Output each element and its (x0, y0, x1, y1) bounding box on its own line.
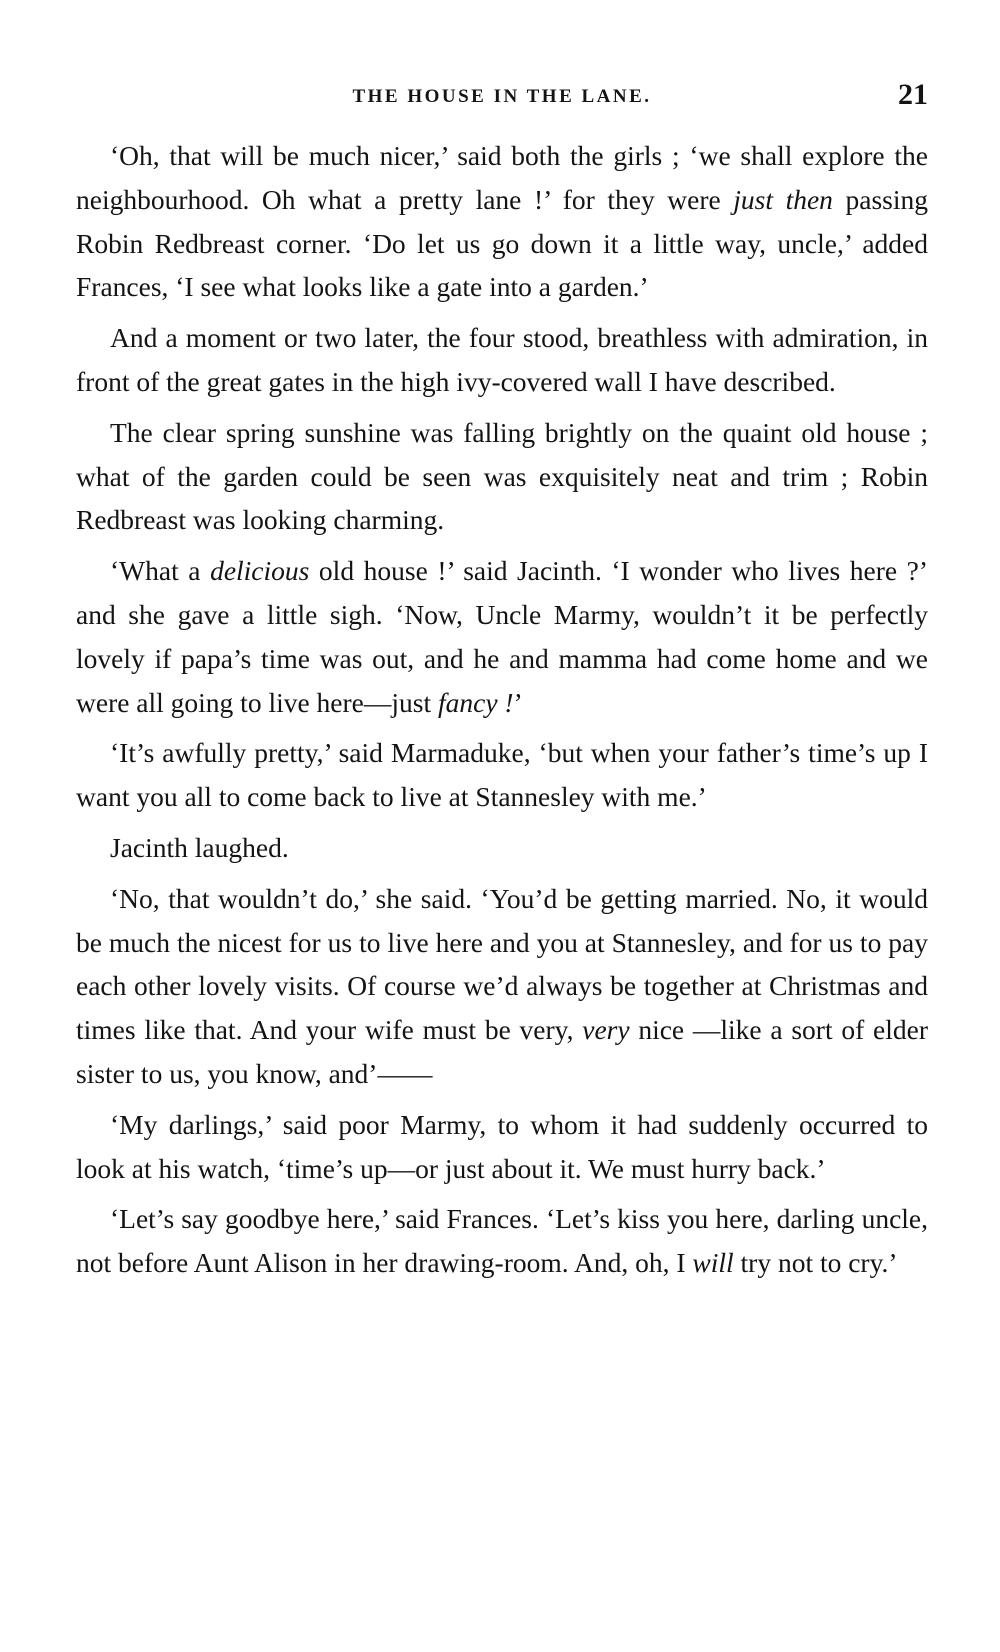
text-segment: ’ (513, 686, 523, 718)
paragraph (76, 316, 928, 404)
italic-text: just then (733, 183, 833, 215)
text-segment: try not to cry.’ (733, 1247, 898, 1279)
italic-text: fancy ! (438, 686, 514, 718)
paragraph (76, 411, 928, 542)
text-segment: ‘No, that wouldn’t do,’ she said. ‘You’d be getting married. No, it would be much the nicest for us to live here and you at Stannesley, and for us to pay each other lovely visits. Of course we’d always be together at Christmas and times like that. And your wife must be very, (76, 882, 928, 1046)
paragraph (76, 731, 928, 819)
text-segment: ‘Let’s say goodbye here,’ said Frances. ‘Let’s kiss you here, darling uncle, not before Aunt Alison in her drawing-room. And, oh, I (76, 1203, 928, 1279)
paragraph (76, 877, 928, 1096)
italic-text: very (582, 1014, 630, 1046)
page-header (76, 78, 928, 118)
text-segment: passing Robin Redbreast corner. ‘Do let us go down it a little way, uncle,’ added Frances, ‘I see what looks like a gate into a garden.’ (76, 183, 928, 303)
text-segment: nice —like a sort of elder sister to us, you know, and’—— (76, 1014, 928, 1089)
body-text (76, 134, 928, 1285)
text-segment: And a moment or two later, the four stood, breathless with admiration, in front of the great gates in the high ivy-covered wall I have described. (76, 322, 928, 397)
page-number: 21 (898, 78, 928, 111)
running-head: THE HOUSE IN THE LANE. (352, 86, 652, 107)
text-segment: The clear spring sunshine was falling brightly on the quaint old house ; what of the garden could be seen was exquisitely neat and trim ; Robin Redbreast was looking charming. (76, 416, 928, 536)
text-segment: ‘It’s awfully pretty,’ said Marmaduke, ‘but when your father’s time’s up I want you all to come back to live at Stannesley with me.’ (76, 737, 928, 813)
text-segment: ‘What a (110, 555, 211, 587)
text-segment: ‘My darlings,’ said poor Marmy, to whom it had suddenly occurred to look at his watch, ‘time’s up—or just about it. We must hurry back.’ (76, 1108, 928, 1184)
paragraph (76, 549, 928, 724)
paragraph (76, 134, 928, 309)
italic-text: will (692, 1247, 734, 1279)
paragraph (76, 1103, 928, 1191)
text-segment: Jacinth laughed. (110, 831, 289, 863)
paragraph (76, 1197, 928, 1285)
italic-text: delicious (210, 555, 310, 587)
paragraph (76, 826, 928, 870)
text-segment: old house !’ said Jacinth. ‘I wonder who lives here ?’ and she gave a little sigh. ‘Now, Uncle Marmy, wouldn’t it be perfectly lovely if papa’s time was out, and he and mamma had come home and we were all going to live here—just (76, 555, 928, 718)
text-segment: ‘Oh, that will be much nicer,’ said both the girls ; ‘we shall explore the neighbourhood. Oh what a pretty lane !’ for they were (76, 140, 928, 215)
